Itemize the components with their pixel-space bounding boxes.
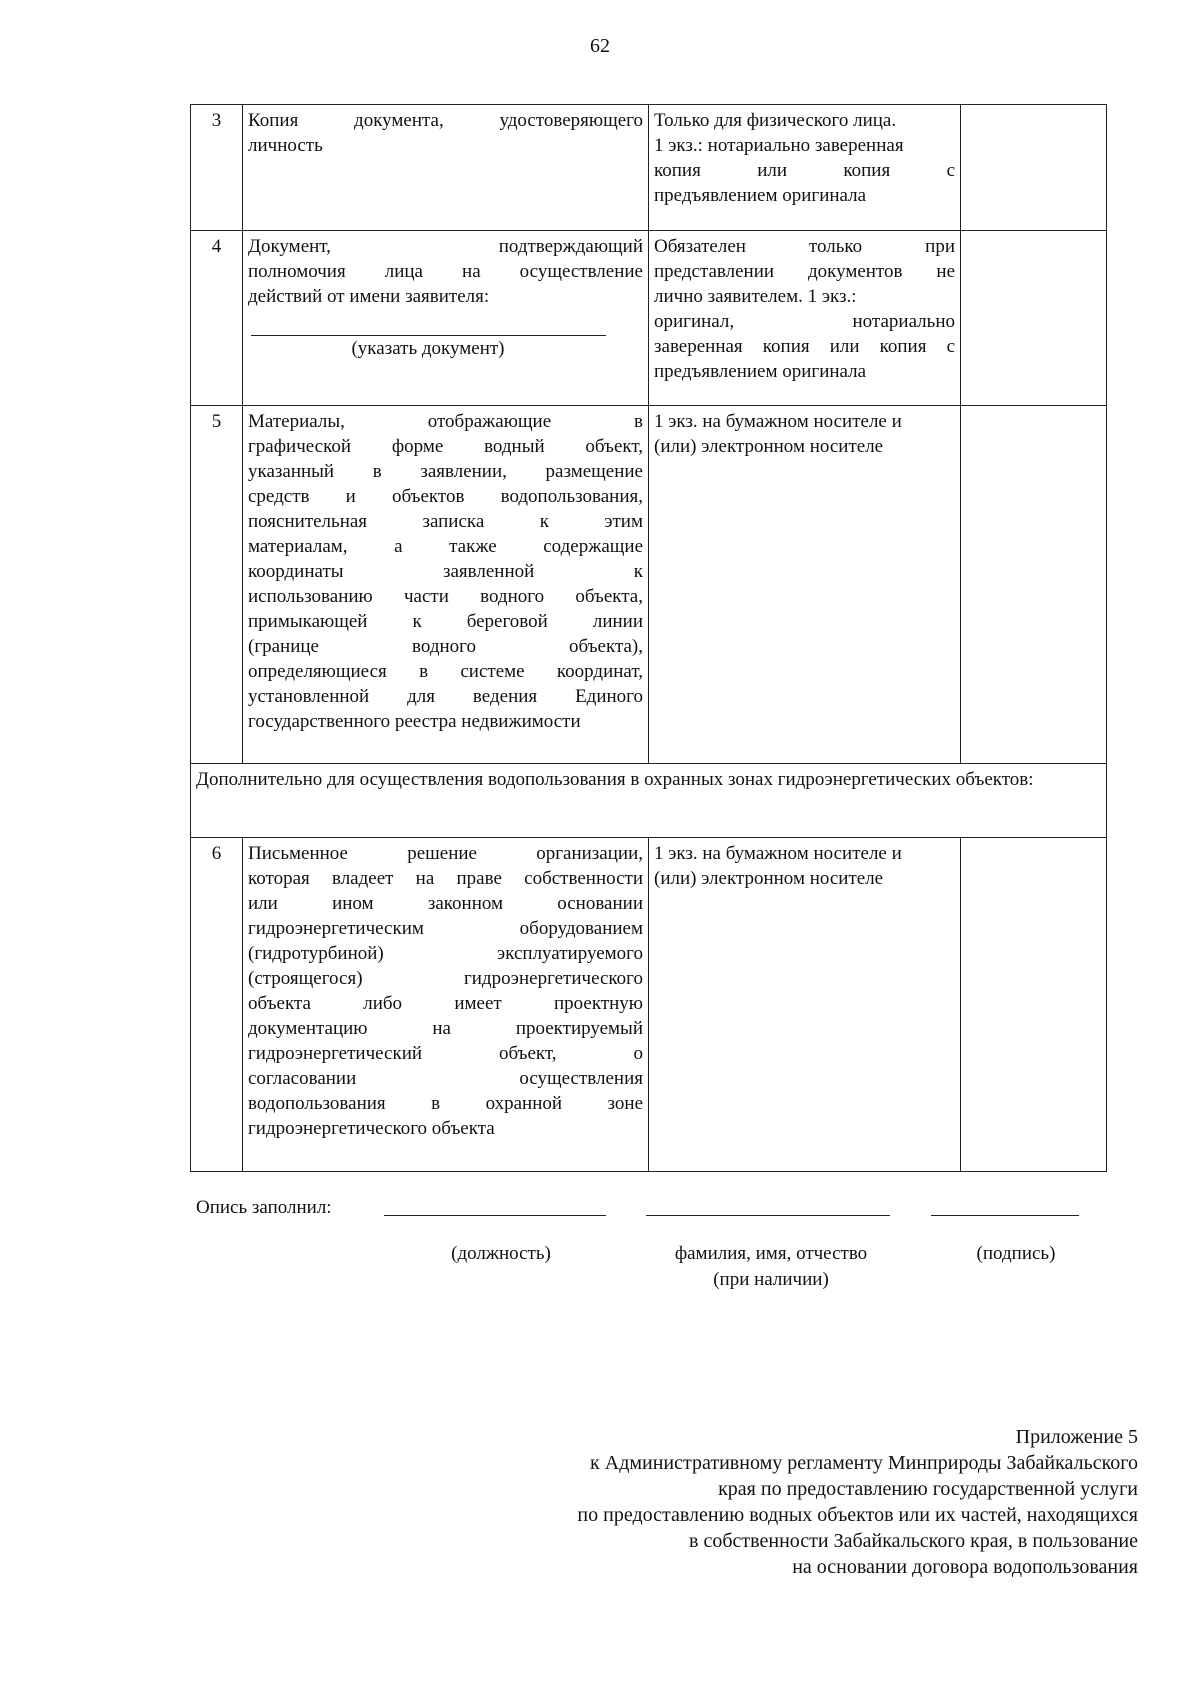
text-line: которая владеет на праве собственности <box>248 868 643 889</box>
text-line: документацию на проектируемый <box>248 1018 643 1039</box>
section-heading: Дополнительно для осуществления водопользования в охранных зонах гидроэнергетических объектов: <box>191 764 1107 838</box>
text-line: водопользования в охранной зоне <box>248 1093 643 1114</box>
text-line: определяющиеся в системе координат, <box>248 661 643 682</box>
document-note <box>649 406 961 764</box>
text-line: (границе водного объекта), <box>248 636 643 657</box>
text-line: графической форме водный объект, <box>248 436 643 457</box>
text-line: Документ, подтверждающий <box>248 236 643 257</box>
document-note <box>649 105 961 231</box>
position-line <box>384 1215 606 1216</box>
appendix-line: по предоставлению водных объектов или их частей, находящихся <box>577 1504 1138 1526</box>
document-name <box>243 838 649 1172</box>
text-line: (или) электронном носителе <box>654 868 884 889</box>
document-name <box>243 105 649 231</box>
document-name <box>243 231 649 406</box>
text-line: установленной для ведения Единого <box>248 686 643 707</box>
text-line: копия или копия с <box>654 160 955 181</box>
text-line: или ином законном основании <box>248 893 643 914</box>
document-note <box>649 838 961 1172</box>
appendix-line: края по предоставлению государственной услуги <box>718 1478 1138 1500</box>
table-row <box>191 406 1107 764</box>
row-number: 3 <box>191 105 243 231</box>
name-caption: фамилия, имя, отчество <box>674 1243 868 1264</box>
text-line: личность <box>248 135 323 156</box>
row-number: 4 <box>191 231 243 406</box>
text-line: действий от имени заявителя: <box>248 286 490 307</box>
text-line: 1 экз. на бумажном носителе и <box>654 411 902 432</box>
text-line: представлении документов не <box>654 261 955 282</box>
fill-in-line <box>251 309 606 336</box>
text-line: гидроэнергетический объект, о <box>248 1043 643 1064</box>
text-line: использованию части водного объекта, <box>248 586 643 607</box>
table-row <box>191 231 1107 406</box>
table-row <box>191 105 1107 231</box>
text-line: гидроэнергетического объекта <box>248 1118 495 1139</box>
empty-cell <box>961 231 1107 406</box>
text-line: Копия документа, удостоверяющего <box>248 110 643 131</box>
document-name <box>243 406 649 764</box>
text-line: лично заявителем. 1 экз.: <box>654 286 857 307</box>
fill-in-caption: (указать документ) <box>351 338 505 359</box>
text-line: предъявлением оригинала <box>654 361 867 382</box>
text-line: (или) электронном носителе <box>654 436 884 457</box>
document-note <box>649 231 961 406</box>
text-line: 1 экз.: нотариально заверенная <box>654 135 904 156</box>
text-line: полномочия лица на осуществление <box>248 261 643 282</box>
page-number: 62 <box>590 35 610 57</box>
signature-line <box>931 1215 1079 1216</box>
text-line: согласовании осуществления <box>248 1068 643 1089</box>
empty-cell <box>961 105 1107 231</box>
empty-cell <box>961 838 1107 1172</box>
text-line: средств и объектов водопользования, <box>248 486 643 507</box>
text-line: гидроэнергетическим оборудованием <box>248 918 643 939</box>
appendix-line: к Административному регламенту Минприроды Забайкальского <box>590 1452 1138 1474</box>
table-row <box>191 838 1107 1172</box>
appendix-line: Приложение 5 <box>1015 1426 1138 1448</box>
appendix-line: на основании договора водопользования <box>792 1556 1138 1578</box>
text-line: примыкающей к береговой линии <box>248 611 643 632</box>
text-line: (строящегося) гидроэнергетического <box>248 968 643 989</box>
text-line: заверенная копия или копия с <box>654 336 955 357</box>
name-caption-note: (при наличии) <box>713 1269 829 1290</box>
text-line: координаты заявленной к <box>248 561 643 582</box>
appendix-line: в собственности Забайкальского края, в пользование <box>689 1530 1138 1552</box>
text-line: 1 экз. на бумажном носителе и <box>654 843 902 864</box>
row-number: 5 <box>191 406 243 764</box>
text-line: Обязателен только при <box>654 236 955 257</box>
text-line: оригинал, нотариально <box>654 311 955 332</box>
signature-caption: (подпись) <box>976 1243 1056 1264</box>
table-section-row <box>191 764 1107 838</box>
name-line <box>646 1215 890 1216</box>
text-line: Письменное решение организации, <box>248 843 643 864</box>
text-line: пояснительная записка к этим <box>248 511 643 532</box>
position-caption: (должность) <box>451 1243 551 1264</box>
text-line: объекта либо имеет проектную <box>248 993 643 1014</box>
text-line: материалам, а также содержащие <box>248 536 643 557</box>
signature-block <box>196 1195 1096 1290</box>
text-line: Материалы, отображающие в <box>248 411 643 432</box>
signature-label: Опись заполнил: <box>196 1197 332 1218</box>
text-line: указанный в заявлении, размещение <box>248 461 643 482</box>
empty-cell <box>961 406 1107 764</box>
text-line: Только для физического лица. <box>654 110 897 131</box>
text-line: предъявлением оригинала <box>654 185 867 206</box>
appendix-heading <box>418 1424 1138 1580</box>
text-line: государственного реестра недвижимости <box>248 711 581 732</box>
text-line: (гидротурбиной) эксплуатируемого <box>248 943 643 964</box>
documents-table <box>190 104 1107 1172</box>
row-number: 6 <box>191 838 243 1172</box>
